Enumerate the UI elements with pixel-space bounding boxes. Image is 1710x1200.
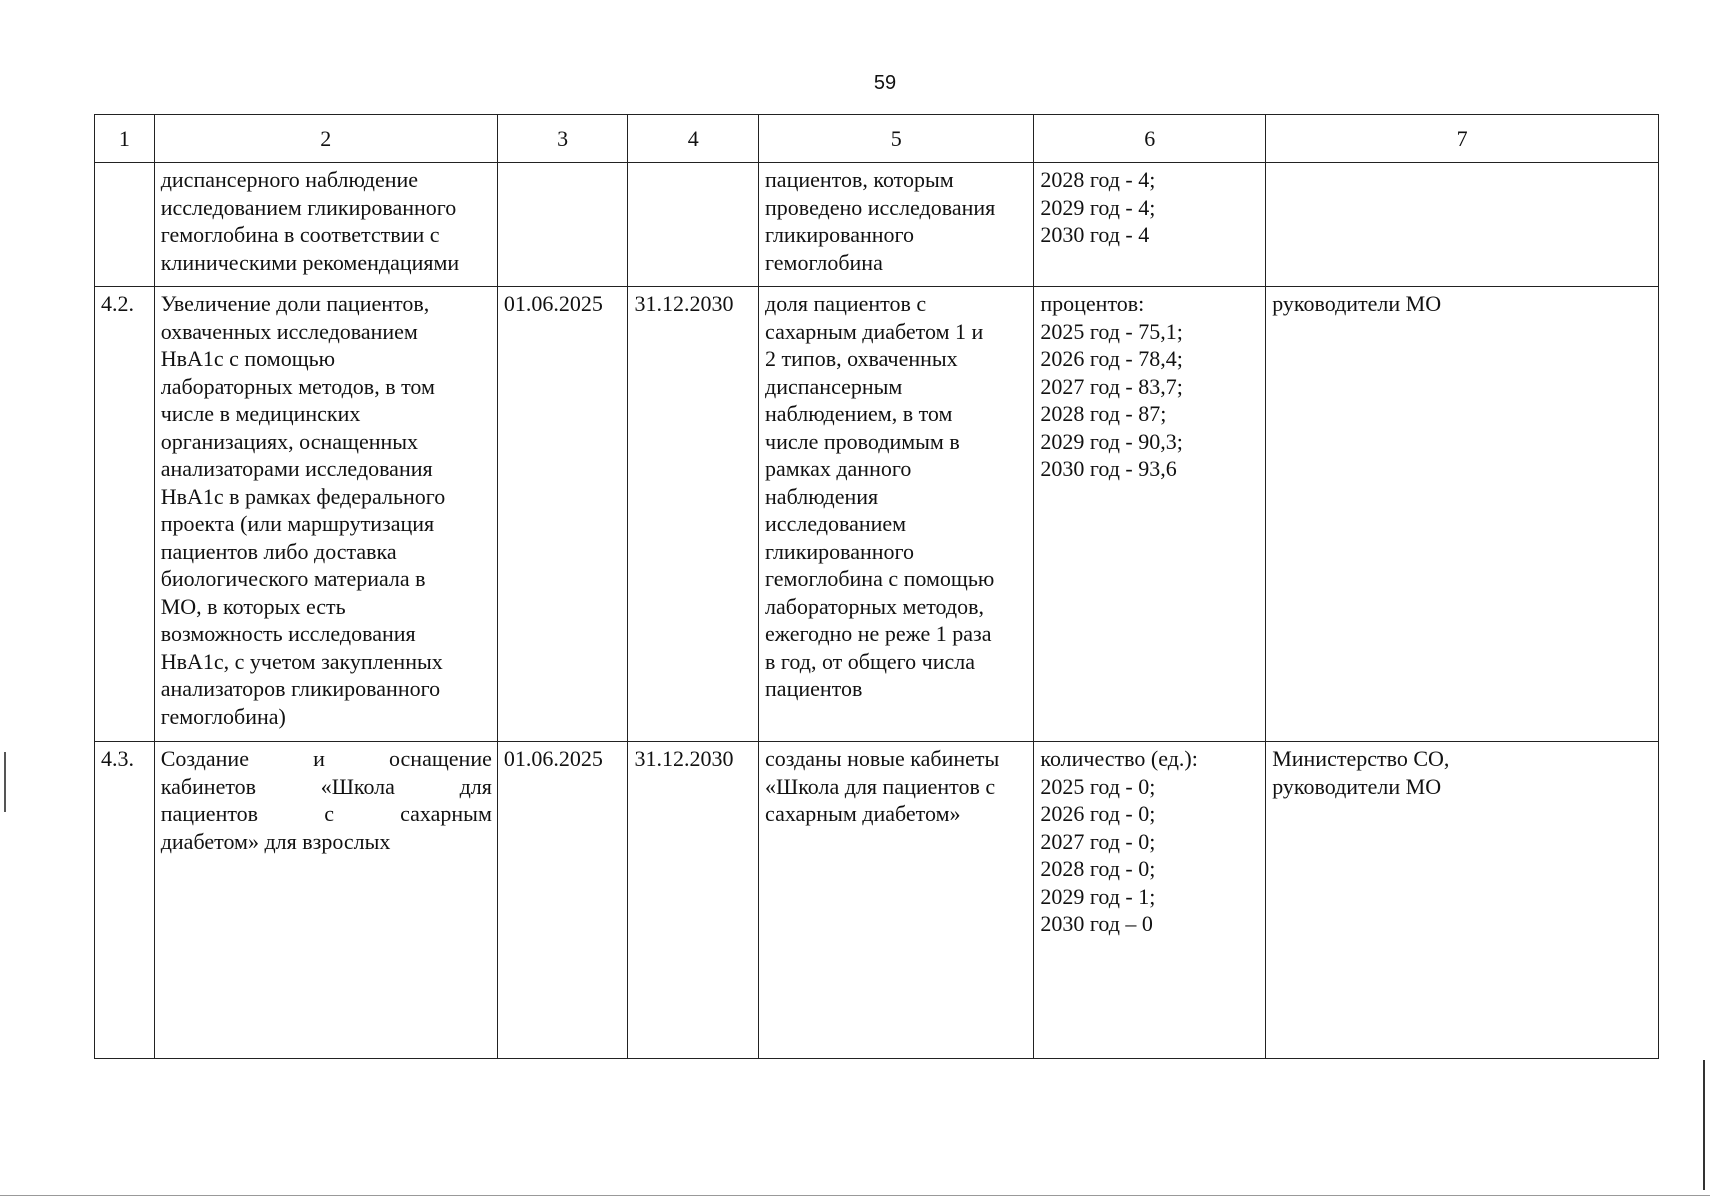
cell-measure [154, 163, 497, 287]
scan-margin-mark [1703, 1060, 1705, 1190]
text-line: Увеличение доли пациентов, [160, 291, 430, 316]
text-line: диспансерным [765, 373, 903, 399]
text-line: охваченных исследованием [160, 318, 418, 344]
text-line: созданы новые кабинеты [765, 746, 1000, 771]
cell-start-date [497, 163, 628, 287]
cell-values [1034, 163, 1266, 287]
text-line: гликированного [765, 222, 915, 247]
column-header: 6 [1034, 115, 1266, 163]
column-header: 4 [628, 115, 759, 163]
text-line: 2030 год – 0 [1040, 911, 1153, 936]
cell-number [95, 163, 155, 287]
cell-end-date: 31.12.2030 [628, 287, 759, 742]
text-line: процентов: [1040, 291, 1145, 316]
text-line: пациентов с сахарным [160, 801, 492, 826]
text-line: руководители МО [1272, 773, 1442, 799]
cell-number: 4.3. [95, 742, 155, 1059]
text-line: «Школа для пациентов с [765, 773, 996, 799]
text-line: анализаторов гликированного [160, 676, 441, 701]
text-line: в год, от общего числа [765, 648, 975, 674]
text-line: руководители МО [1272, 291, 1442, 316]
text-line: пациентов либо доставка [160, 538, 397, 564]
text-line: исследованием гликированного [160, 194, 457, 220]
table-row [95, 287, 1659, 742]
text-line: 2028 год - 4; [1040, 167, 1156, 192]
text-line: 2026 год - 78,4; [1040, 346, 1183, 371]
table-row [95, 742, 1659, 1059]
text-line: HвA1c, с учетом закупленных [160, 648, 443, 674]
text-line: HвA1c в рамках федерального [160, 483, 446, 509]
text-line: числе в медицинских [160, 401, 361, 426]
text-line: 2027 год - 83,7; [1040, 373, 1183, 399]
text-line: 2026 год - 0; [1040, 801, 1156, 826]
text-line: гемоглобина) [160, 703, 286, 729]
cell-values [1034, 742, 1266, 1059]
table-row [95, 163, 1659, 287]
text-line: доля пациентов с [765, 291, 927, 316]
column-header: 7 [1266, 115, 1659, 163]
text-line: организациях, оснащенных [160, 428, 419, 454]
text-line: 2029 год - 90,3; [1040, 428, 1183, 454]
column-header: 1 [95, 115, 155, 163]
text-line: 2028 год - 0; [1040, 856, 1156, 881]
cell-indicator [759, 287, 1034, 742]
text-line: биологического материала в [160, 566, 426, 591]
text-line: исследованием [765, 511, 907, 536]
text-line: сахарным диабетом 1 и [765, 318, 984, 344]
text-line: диабетом» для взрослых [160, 828, 391, 854]
text-line: количество (ед.): [1040, 746, 1198, 771]
text-line: ежегодно не реже 1 раза [765, 621, 992, 646]
text-line: гемоглобина в соответствии с [160, 222, 440, 247]
text-line: наблюдения [765, 483, 879, 509]
cell-indicator [759, 163, 1034, 287]
text-line: 2028 год - 87; [1040, 401, 1167, 426]
cell-measure [154, 287, 497, 742]
text-line: проекта (или маршрутизация [160, 511, 435, 536]
text-line: лабораторных методов, [765, 593, 984, 619]
cell-responsible [1266, 163, 1659, 287]
text-line: гемоглобина [765, 249, 883, 275]
text-line: наблюдением, в том [765, 401, 953, 426]
cell-measure [154, 742, 497, 1059]
page-number: 59 [873, 72, 897, 94]
text-line: кабинетов «Школа для [160, 773, 492, 799]
cell-responsible [1266, 742, 1659, 1059]
text-line: 2030 год - 4 [1040, 222, 1150, 247]
table-header-row [95, 115, 1659, 163]
cell-start-date: 01.06.2025 [497, 287, 628, 742]
scan-edge-line [0, 1195, 1710, 1196]
text-line: рамках данного [765, 456, 912, 481]
text-line: 2 типов, охваченных [765, 346, 958, 371]
text-line: проведено исследования [765, 194, 996, 220]
text-line: Создание и оснащение [160, 746, 492, 771]
text-line: лабораторных методов, в том [160, 373, 435, 399]
cell-end-date [628, 163, 759, 287]
text-line: сахарным диабетом» [765, 801, 961, 826]
text-line: 2025 год - 75,1; [1040, 318, 1183, 344]
cell-end-date: 31.12.2030 [628, 742, 759, 1059]
text-line: HвA1c с помощью [160, 346, 336, 371]
text-line: МО, в которых есть [160, 593, 346, 619]
cell-indicator [759, 742, 1034, 1059]
measures-table [94, 114, 1659, 1059]
column-header: 3 [497, 115, 628, 163]
text-line: гемоглобина с помощью [765, 566, 995, 591]
text-line: 2025 год - 0; [1040, 773, 1156, 799]
cell-values [1034, 287, 1266, 742]
text-line: диспансерного наблюдение [160, 167, 419, 192]
text-line: 2027 год - 0; [1040, 828, 1156, 854]
scan-margin-mark [4, 752, 6, 812]
text-line: 2030 год - 93,6 [1040, 456, 1177, 481]
cell-number: 4.2. [95, 287, 155, 742]
text-line: анализаторами исследования [160, 456, 433, 481]
text-line: числе проводимым в [765, 428, 960, 454]
text-line: возможность исследования [160, 621, 416, 646]
cell-start-date: 01.06.2025 [497, 742, 628, 1059]
text-line: пациентов [765, 676, 863, 701]
text-line: гликированного [765, 538, 915, 564]
column-header: 5 [759, 115, 1034, 163]
text-line: клиническими рекомендациями [160, 249, 460, 275]
text-line: Министерство СО, [1272, 746, 1450, 771]
text-line: пациентов, которым [765, 167, 954, 192]
text-line: 2029 год - 4; [1040, 194, 1156, 220]
column-header: 2 [154, 115, 497, 163]
text-line: 2029 год - 1; [1040, 883, 1156, 909]
cell-responsible [1266, 287, 1659, 742]
